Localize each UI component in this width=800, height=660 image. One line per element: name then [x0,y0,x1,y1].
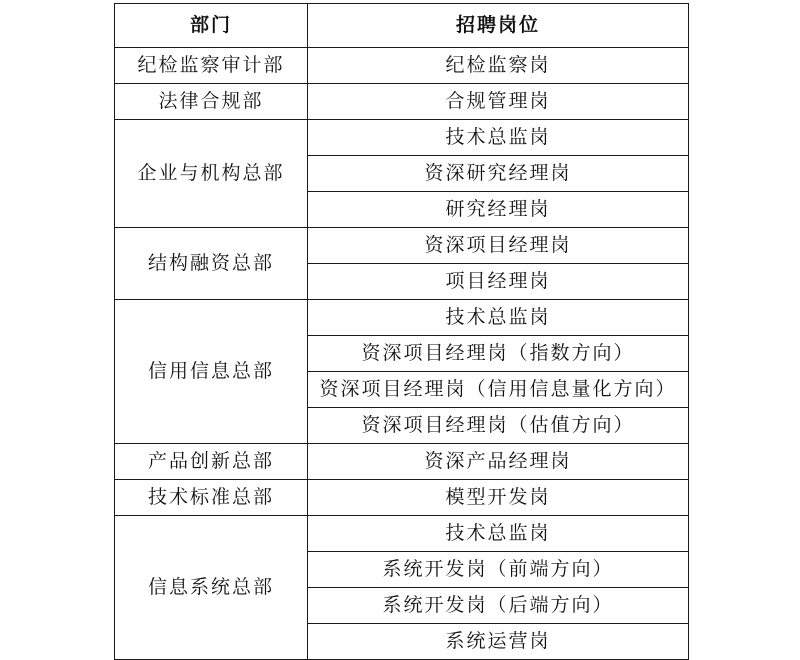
position-cell: 系统开发岗（前端方向） [308,552,689,588]
header-row [115,4,689,48]
department-cell: 产品创新总部 [115,444,308,480]
table-row [115,84,689,120]
table-row [115,120,689,156]
position-cell: 系统开发岗（后端方向） [308,588,689,624]
position-cell: 资深项目经理岗（信用信息量化方向） [308,372,689,408]
table-row [115,516,689,552]
position-cell: 资深产品经理岗 [308,444,689,480]
header-department: 部门 [115,4,308,48]
position-cell: 合规管理岗 [308,84,689,120]
position-cell: 技术总监岗 [308,516,689,552]
department-cell: 信息系统总部 [115,516,308,660]
department-cell: 纪检监察审计部 [115,48,308,84]
department-cell: 技术标准总部 [115,480,308,516]
table-row [115,300,689,336]
table-row [115,480,689,516]
position-cell: 项目经理岗 [308,264,689,300]
position-cell: 系统运营岗 [308,624,689,660]
department-cell: 结构融资总部 [115,228,308,300]
recruitment-table [114,3,689,660]
position-cell: 资深项目经理岗（估值方向） [308,408,689,444]
position-cell: 资深项目经理岗（指数方向） [308,336,689,372]
department-cell: 信用信息总部 [115,300,308,444]
table-row [115,444,689,480]
position-cell: 资深项目经理岗 [308,228,689,264]
header-position: 招聘岗位 [308,4,689,48]
position-cell: 模型开发岗 [308,480,689,516]
position-cell: 研究经理岗 [308,192,689,228]
department-cell: 企业与机构总部 [115,120,308,228]
table-row [115,228,689,264]
position-cell: 技术总监岗 [308,120,689,156]
department-cell: 法律合规部 [115,84,308,120]
position-cell: 资深研究经理岗 [308,156,689,192]
position-cell: 纪检监察岗 [308,48,689,84]
position-cell: 技术总监岗 [308,300,689,336]
table-row [115,48,689,84]
